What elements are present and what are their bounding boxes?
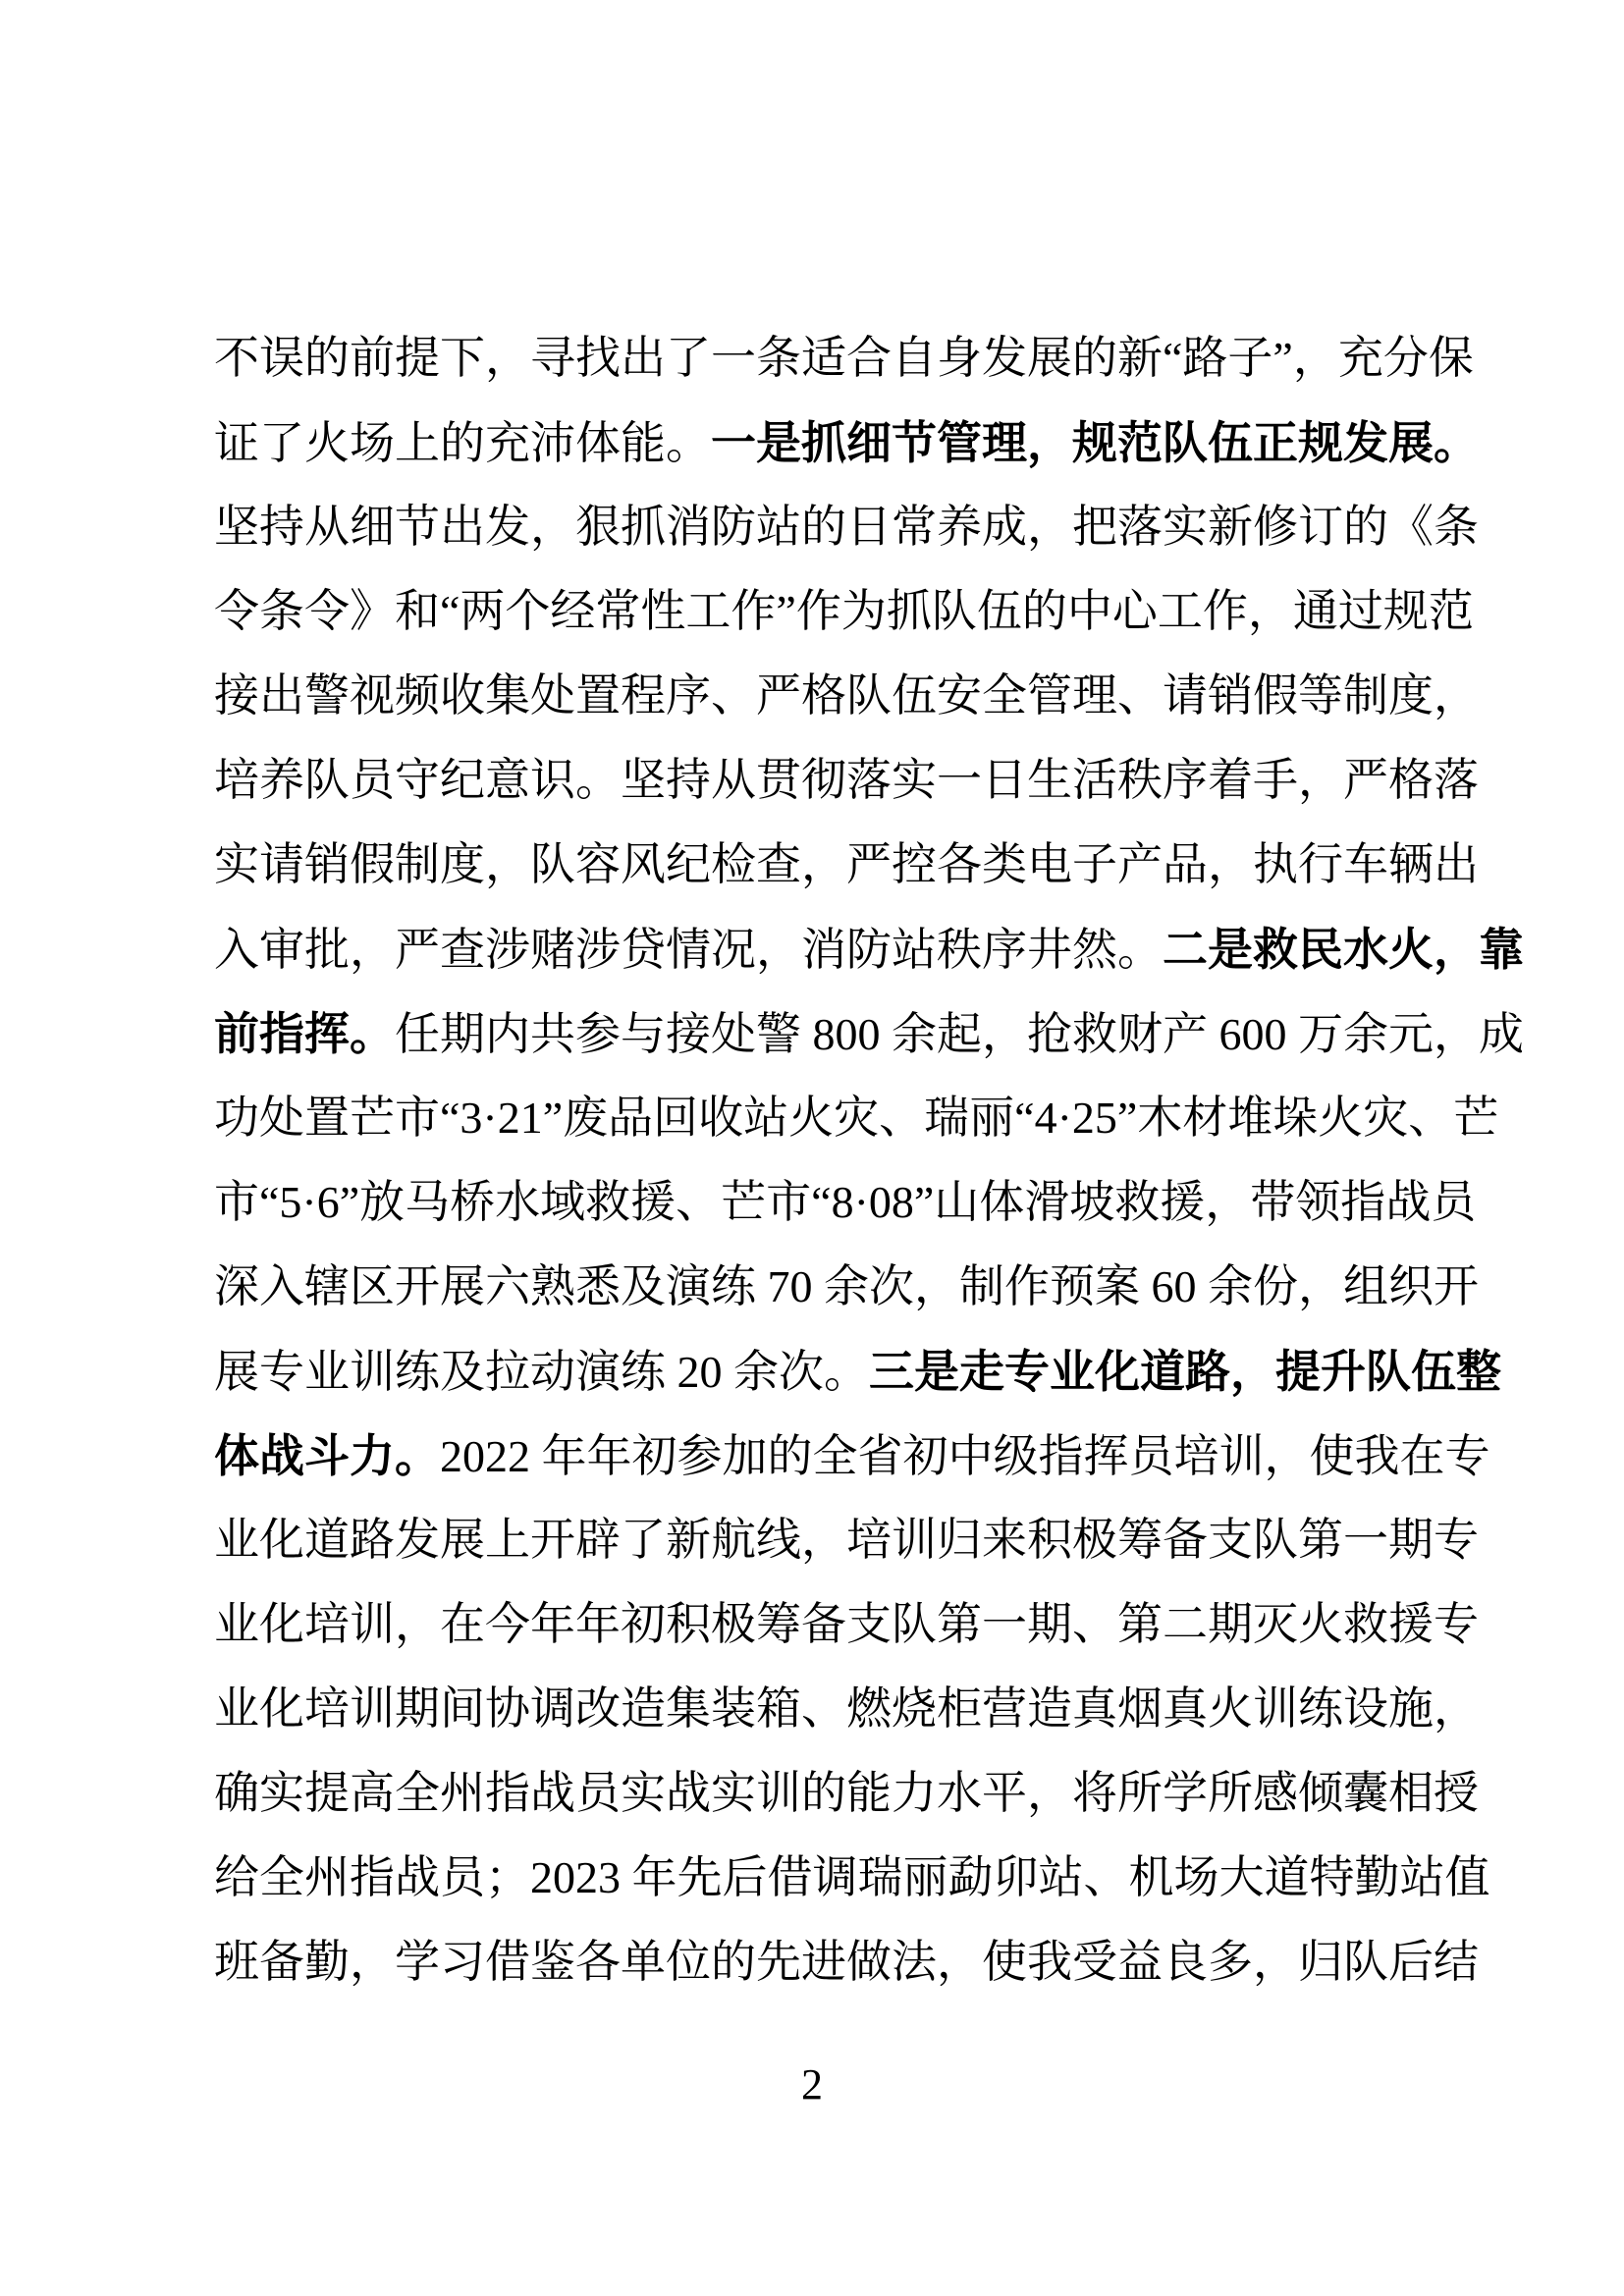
- text-segment: 任期内共参与接处警 800 余起，抢救财产 600 万余元，成: [395, 1009, 1524, 1059]
- body-text-block: [214, 316, 1524, 2004]
- text-segment: 班备勤，学习借鉴各单位的先进做法，使我受益良多，归队后结: [214, 1937, 1479, 1987]
- text-line: [214, 907, 1524, 991]
- text-segment: 令条令》和“两个经常性工作”作为抓队伍的中心工作，通过规范: [214, 586, 1474, 636]
- text-line: [214, 1582, 1479, 1667]
- text-segment: 业化道路发展上开辟了新航线，培训归来积极筹备支队第一期专: [214, 1515, 1479, 1565]
- text-line: [214, 823, 1479, 907]
- text-line: [214, 569, 1474, 654]
- emphasis-text-segment: 一是抓细节管理，规范队伍正规发展。: [711, 417, 1479, 468]
- text-line: [214, 1245, 1479, 1329]
- text-segment: 不误的前提下，寻找出了一条适合自身发展的新“路子”，充分保: [214, 333, 1474, 383]
- text-segment: 业化培训，在今年年初积极筹备支队第一期、第二期灭火救援专: [214, 1599, 1479, 1649]
- emphasis-text-segment: 前指挥。: [214, 1008, 395, 1059]
- emphasis-text-segment: 二是救民水火，靠: [1163, 924, 1524, 975]
- text-segment: 入审批，严查涉赌涉贷情况，消防站秩序井然。: [214, 925, 1163, 975]
- text-segment: 证了火场上的充沛体能。: [214, 418, 711, 468]
- text-line: [214, 485, 1479, 569]
- text-line: [214, 400, 1479, 485]
- text-line: [214, 1414, 1490, 1498]
- text-line: [214, 1751, 1479, 1836]
- text-line: [214, 1498, 1479, 1582]
- text-segment: 2022 年年初参加的全省初中级指挥员培训，使我在专: [440, 1431, 1490, 1481]
- text-segment: 接出警视频收集处置程序、严格队伍安全管理、请销假等制度，: [214, 670, 1479, 721]
- text-segment: 实请销假制度，队容风纪检查，严控各类电子产品，执行车辆出: [214, 839, 1479, 889]
- text-line: [214, 1836, 1490, 1920]
- page-number: 2: [801, 2060, 823, 2109]
- text-line: [214, 654, 1479, 738]
- text-segment: 市“5·6”放马桥水域救援、芒市“8·08”山体滑坡救援，带领指战员: [214, 1177, 1477, 1227]
- text-segment: 业化培训期间协调改造集装箱、燃烧柜营造真烟真火训练设施，: [214, 1683, 1479, 1734]
- text-line: [214, 1920, 1479, 2004]
- text-line: [214, 316, 1474, 400]
- text-line: [214, 1076, 1499, 1160]
- text-segment: 功处置芒市“3·21”废品回收站火灾、瑞丽“4·25”木材堆垛火灾、芒: [214, 1093, 1499, 1143]
- text-line: [214, 1329, 1501, 1414]
- text-segment: 确实提高全州指战员实战实训的能力水平，将所学所感倾囊相授: [214, 1768, 1479, 1818]
- text-line: [214, 1667, 1479, 1751]
- text-line: [214, 991, 1524, 1076]
- text-segment: 坚持从细节出发，狠抓消防站的日常养成，把落实新修订的《条: [214, 502, 1479, 552]
- text-segment: 展专业训练及拉动演练 20 余次。: [214, 1347, 869, 1397]
- text-line: [214, 738, 1479, 823]
- emphasis-text-segment: 体战斗力。: [214, 1430, 440, 1481]
- text-line: [214, 1160, 1477, 1245]
- text-segment: 深入辖区开展六熟悉及演练 70 余次，制作预案 60 余份，组织开: [214, 1261, 1479, 1311]
- text-segment: 培养队员守纪意识。坚持从贯彻落实一日生活秩序着手，严格落: [214, 755, 1479, 805]
- text-segment: 给全州指战员；2023 年先后借调瑞丽勐卯站、机场大道特勤站值: [214, 1852, 1490, 1902]
- emphasis-text-segment: 三是走专业化道路，提升队伍整: [869, 1346, 1501, 1397]
